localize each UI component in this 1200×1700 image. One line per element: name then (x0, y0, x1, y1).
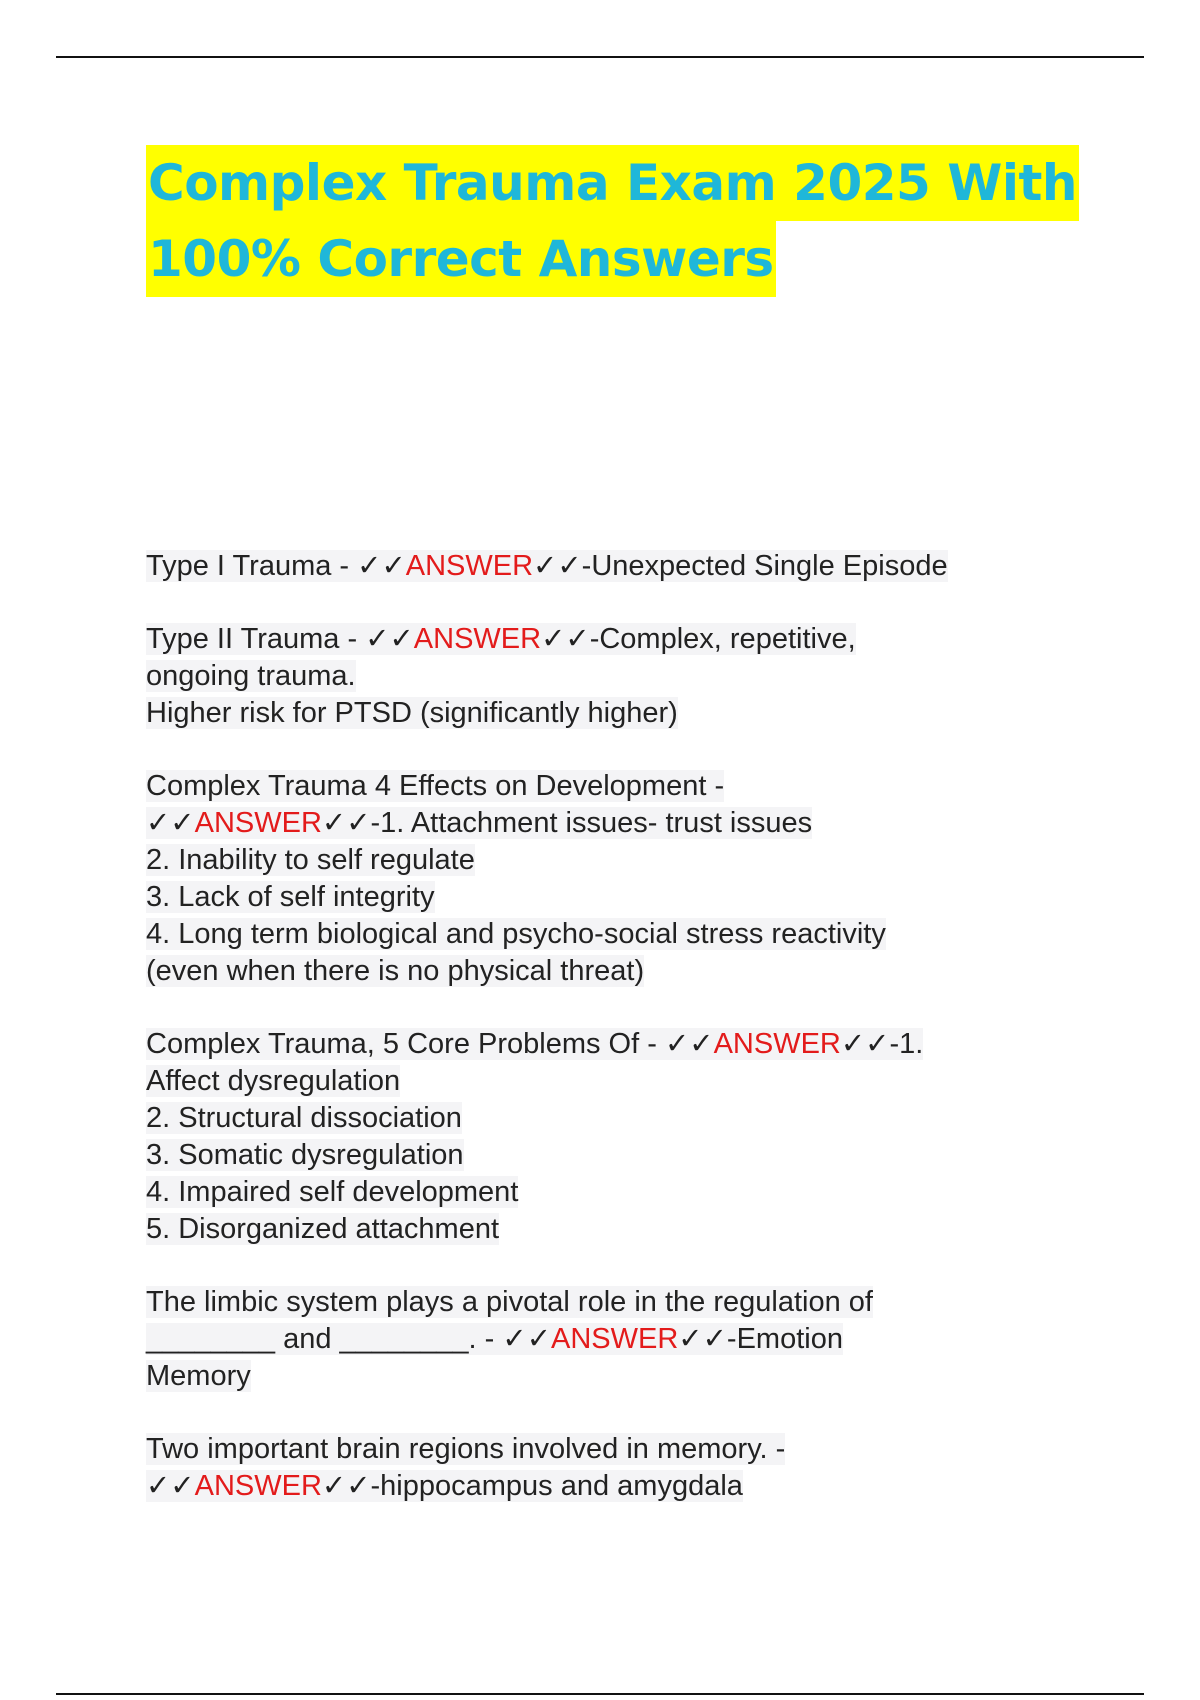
answer-text: -1. (889, 1028, 924, 1060)
check-marks-icon: ✓✓ (146, 1470, 195, 1502)
answer-tag: ANSWER (551, 1323, 679, 1355)
check-marks-icon: ✓✓ (678, 1323, 727, 1355)
answer-line: 3. Lack of self integrity (146, 881, 435, 913)
answer-line: 2. Structural dissociation (146, 1102, 462, 1134)
answer-tag: ANSWER (194, 1470, 322, 1502)
answer-text: -Emotion (726, 1323, 843, 1355)
check-marks-icon: ✓✓ (533, 550, 582, 582)
answer-line: 3. Somatic dysregulation (146, 1139, 464, 1171)
check-marks-icon: ✓✓ (840, 1028, 890, 1060)
title-line-2: 100% Correct Answers (146, 221, 776, 297)
answer-line: ongoing trauma. (146, 660, 356, 692)
answer-line: 2. Inability to self regulate (146, 844, 475, 876)
question-text: Type II Trauma - (146, 623, 366, 655)
question-text: Complex Trauma, 5 Core Problems Of - (146, 1028, 665, 1060)
question-text: ________ and ________. - (146, 1323, 503, 1355)
check-marks-icon: ✓✓ (502, 1323, 551, 1355)
answer-text: -hippocampus and amygdala (370, 1470, 743, 1502)
answer-line: 4. Long term biological and psycho-social stress reactivity (146, 918, 886, 950)
qa-list (146, 548, 1066, 1541)
check-marks-icon: ✓✓ (146, 807, 195, 839)
answer-text: -Complex, repetitive, (589, 623, 856, 655)
answer-tag: ANSWER (713, 1028, 841, 1060)
answer-tag: ANSWER (405, 550, 534, 582)
title-line-1: Complex Trauma Exam 2025 With (146, 145, 1079, 221)
answer-line: 5. Disorganized attachment (146, 1213, 500, 1245)
question-text: Two important brain regions involved in memory. - (146, 1433, 786, 1465)
question-text: The limbic system plays a pivotal role in the regulation of (146, 1286, 873, 1318)
question-text: Complex Trauma 4 Effects on Development - (146, 770, 725, 802)
qa-item (146, 1284, 1066, 1395)
qa-item (146, 1431, 1066, 1505)
answer-line: 4. Impaired self development (146, 1176, 519, 1208)
qa-item (146, 621, 1066, 732)
check-marks-icon: ✓✓ (357, 550, 406, 582)
check-marks-icon: ✓✓ (321, 1470, 371, 1502)
answer-tag: ANSWER (413, 623, 542, 655)
qa-item (146, 548, 1066, 585)
answer-line: Affect dysregulation (146, 1065, 401, 1097)
qa-item (146, 768, 1066, 990)
check-marks-icon: ✓✓ (664, 1028, 714, 1060)
answer-line: Higher risk for PTSD (significantly higher) (146, 697, 678, 729)
question-text: Type I Trauma - (146, 550, 358, 582)
answer-tag: ANSWER (194, 807, 322, 839)
check-marks-icon: ✓✓ (321, 807, 371, 839)
answer-text: -Unexpected Single Episode (581, 550, 948, 582)
document-title (146, 145, 1078, 297)
qa-item (146, 1026, 1066, 1248)
answer-line: (even when there is no physical threat) (146, 955, 645, 987)
bottom-rule (56, 1693, 1144, 1695)
answer-line: Memory (146, 1360, 251, 1392)
answer-text: -1. Attachment issues- trust issues (370, 807, 813, 839)
check-marks-icon: ✓✓ (365, 623, 414, 655)
top-rule (56, 56, 1144, 58)
check-marks-icon: ✓✓ (541, 623, 590, 655)
